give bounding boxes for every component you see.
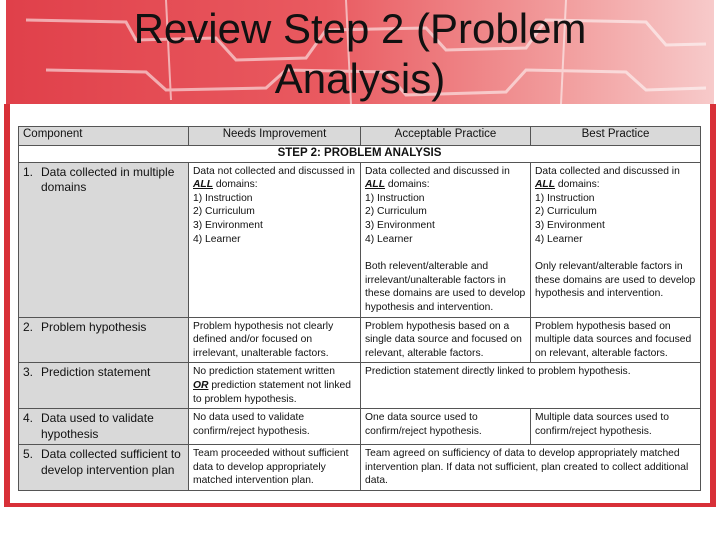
component-label: Prediction statement: [41, 365, 151, 380]
step-title: STEP 2: PROBLEM ANALYSIS: [19, 146, 701, 163]
spacer: [365, 246, 526, 260]
bottom-frame-bar: [4, 503, 716, 507]
domain-list: [365, 192, 526, 246]
component-label: Problem hypothesis: [41, 319, 147, 334]
best-practice-cell: Multiple data sources used to confirm/reject hypothesis.: [531, 409, 701, 445]
cell-text: domains:: [213, 179, 258, 191]
emphasis-text: ALL: [193, 179, 214, 191]
row-number: 5.: [23, 447, 34, 462]
needs-improvement-cell: No data used to validate confirm/reject hypothesis.: [189, 409, 361, 445]
component-label: Data collected sufficient to develop intervention plan: [41, 447, 181, 477]
row-number: 3.: [23, 365, 34, 380]
list-item: 2) Curriculum: [535, 206, 597, 218]
slide-title-line-2: Analysis): [274, 55, 446, 102]
acceptable-practice-cell: Problem hypothesis based on a single data source and focused on relevant, alterable factors.: [361, 317, 531, 363]
spacer: [535, 246, 696, 260]
rubric-table-container: [18, 126, 700, 491]
merged-practice-cell: Prediction statement directly linked to problem hypothesis.: [361, 363, 701, 409]
cell-text: domains:: [385, 179, 430, 191]
list-item: 1) Instruction: [535, 192, 595, 204]
header-acceptable-practice: Acceptable Practice: [361, 127, 531, 146]
table-header-row: [19, 127, 701, 146]
step-title-row: [19, 146, 701, 163]
rubric-table: [18, 126, 701, 491]
domain-list: [193, 192, 356, 246]
needs-improvement-cell: [189, 363, 361, 409]
cell-text: Data not collected and discussed in: [193, 165, 355, 177]
emphasis-text: ALL: [365, 179, 386, 191]
needs-improvement-cell: Problem hypothesis not clearly defined and/or focused on irrelevant, unalterable factors.: [189, 317, 361, 363]
table-row: [19, 445, 701, 491]
domain-list: [535, 192, 696, 246]
component-cell: [19, 409, 189, 445]
needs-improvement-cell: [189, 162, 361, 317]
list-item: 2) Curriculum: [365, 206, 427, 218]
list-item: 4) Learner: [193, 233, 241, 245]
left-frame-edge: [4, 104, 10, 506]
row-number: 2.: [23, 319, 34, 334]
table-row: [19, 162, 701, 317]
right-frame-edge: [710, 104, 716, 506]
acceptable-practice-cell: One data source used to confirm/reject hypothesis.: [361, 409, 531, 445]
component-cell: [19, 162, 189, 317]
emphasis-text: OR: [193, 379, 209, 391]
header-best-practice: Best Practice: [531, 127, 701, 146]
component-label: Data collected in multiple domains: [41, 164, 175, 195]
list-item: 1) Instruction: [365, 192, 425, 204]
table-row: [19, 409, 701, 445]
cell-text: Data collected and discussed in: [535, 165, 680, 177]
slide-title-line-1: Review Step 2 (Problem: [133, 5, 587, 52]
merged-practice-cell: Team agreed on sufficiency of data to develop appropriately matched intervention plan. If data not sufficient, plan created to collect additional data.: [361, 445, 701, 491]
cell-text: Data collected and discussed in: [365, 165, 510, 177]
row-number: 1.: [23, 164, 34, 179]
component-cell: [19, 363, 189, 409]
component-cell: [19, 445, 189, 491]
factors-note: Both relevent/alterable and irrelevant/unalterable factors in these domains are used to develop hypothesis and intervention.: [365, 261, 526, 313]
list-item: 4) Learner: [365, 233, 413, 245]
cell-text: domains:: [555, 179, 600, 191]
cell-text: prediction statement not linked to problem hypothesis.: [193, 379, 351, 405]
component-label: Data used to validate hypothesis: [41, 411, 154, 441]
table-row: [19, 363, 701, 409]
factors-note: Only relevant/alterable factors in these domains are used to develop hypothesis and intervention.: [535, 261, 696, 300]
acceptable-practice-cell: [361, 162, 531, 317]
best-practice-cell: Problem hypothesis based on multiple data sources and focused on relevant, alterable factors.: [531, 317, 701, 363]
header-component: Component: [19, 127, 189, 146]
list-item: 3) Environment: [365, 219, 435, 231]
needs-improvement-cell: Team proceeded without sufficient data to develop appropriately matched intervention plan.: [189, 445, 361, 491]
list-item: 3) Environment: [535, 219, 605, 231]
header-needs-improvement: Needs Improvement: [189, 127, 361, 146]
slide-title: [0, 4, 720, 104]
best-practice-cell: [531, 162, 701, 317]
cell-text: No prediction statement written: [193, 366, 335, 378]
list-item: 1) Instruction: [193, 192, 253, 204]
list-item: 2) Curriculum: [193, 206, 255, 218]
row-number: 4.: [23, 411, 34, 426]
list-item: 3) Environment: [193, 219, 263, 231]
component-cell: [19, 317, 189, 363]
list-item: 4) Learner: [535, 233, 583, 245]
emphasis-text: ALL: [535, 179, 556, 191]
table-row: [19, 317, 701, 363]
